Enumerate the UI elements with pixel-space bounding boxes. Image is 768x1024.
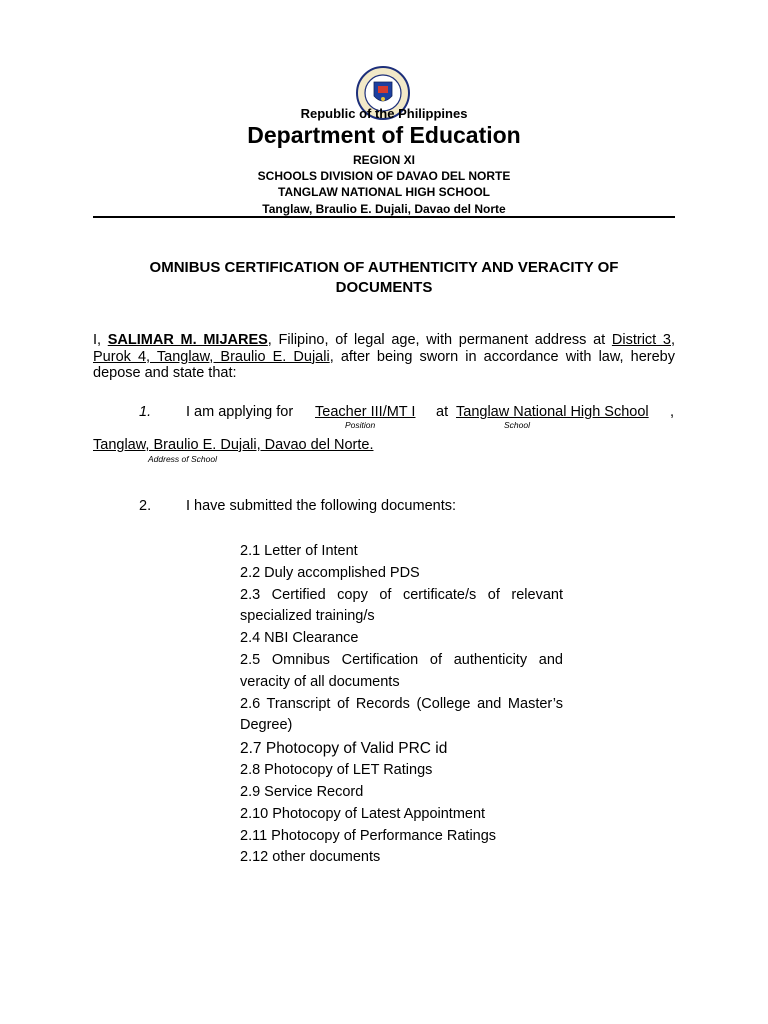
intro-text-3: , after being sworn in accordance with law, hereby depose and state that: — [93, 348, 675, 381]
list-item: 2.1 Letter of Intent — [240, 543, 358, 559]
division-heading: SCHOOLS DIVISION OF DAVAO DEL NORTE — [257, 169, 511, 183]
item-2-number: 2. — [139, 498, 152, 514]
documents-list — [240, 541, 563, 869]
item-1-text-a: I am applying for — [186, 404, 294, 420]
intro-text-2: , Filipino, of legal age, with permanent address at — [267, 332, 612, 348]
list-item: 2.11 Photocopy of Performance Ratings — [240, 827, 497, 844]
header-divider — [93, 216, 675, 218]
republic-heading: Republic of the Philippines — [300, 106, 468, 121]
item-1-text-b: at — [436, 404, 449, 420]
permanent-address: District 3, Purok 4, Tanglaw, Braulio E. Dujali — [93, 332, 676, 365]
list-item: 2.8 Photocopy of LET Ratings — [240, 762, 433, 779]
school-value: Tanglaw National High School — [456, 404, 649, 420]
list-item: 2.6 Transcript of Records (College and Master’s Degree) — [240, 695, 563, 734]
list-item: 2.4 NBI Clearance — [240, 630, 359, 647]
list-item: 2.12 other documents — [240, 849, 381, 866]
list-item: 2.5 Omnibus Certification of authenticity and veracity of all documents — [240, 651, 563, 690]
item-2-text: I have submitted the following documents: — [186, 498, 457, 514]
school-caption: School — [504, 420, 530, 430]
document-title — [93, 258, 675, 298]
list-item: 2.10 Photocopy of Latest Appointment — [240, 805, 486, 822]
position-caption: Position — [345, 420, 376, 430]
intro-paragraph — [93, 332, 675, 382]
list-item: 2.9 Service Record — [240, 783, 364, 800]
list-item: 2.7 Photocopy of Valid PRC id — [240, 740, 448, 758]
title-line-2: DOCUMENTS — [335, 279, 433, 296]
list-item: 2.2 Duly accomplished PDS — [240, 564, 420, 581]
school-heading: TANGLAW NATIONAL HIGH SCHOOL — [278, 185, 490, 199]
school-address-caption: Address of School — [148, 454, 217, 464]
position-value: Teacher III/MT I — [315, 404, 416, 420]
item-1-number: 1. — [139, 404, 152, 420]
school-address-value: Tanglaw, Braulio E. Dujali, Davao del Norte. — [93, 437, 374, 453]
region-heading: REGION XI — [352, 153, 415, 167]
affiant-name: SALIMAR M. MIJARES — [107, 332, 268, 348]
school-address-heading: Tanglaw, Braulio E. Dujali, Davao del Norte — [262, 202, 506, 216]
department-heading: Department of Education — [247, 122, 521, 148]
list-item: 2.3 Certified copy of certificate/s of relevant specialized training/s — [240, 586, 563, 625]
title-line-1: OMNIBUS CERTIFICATION OF AUTHENTICITY AND VERACITY OF — [149, 259, 619, 276]
intro-text-1: I, — [93, 332, 108, 348]
item-1-comma: , — [670, 404, 675, 420]
